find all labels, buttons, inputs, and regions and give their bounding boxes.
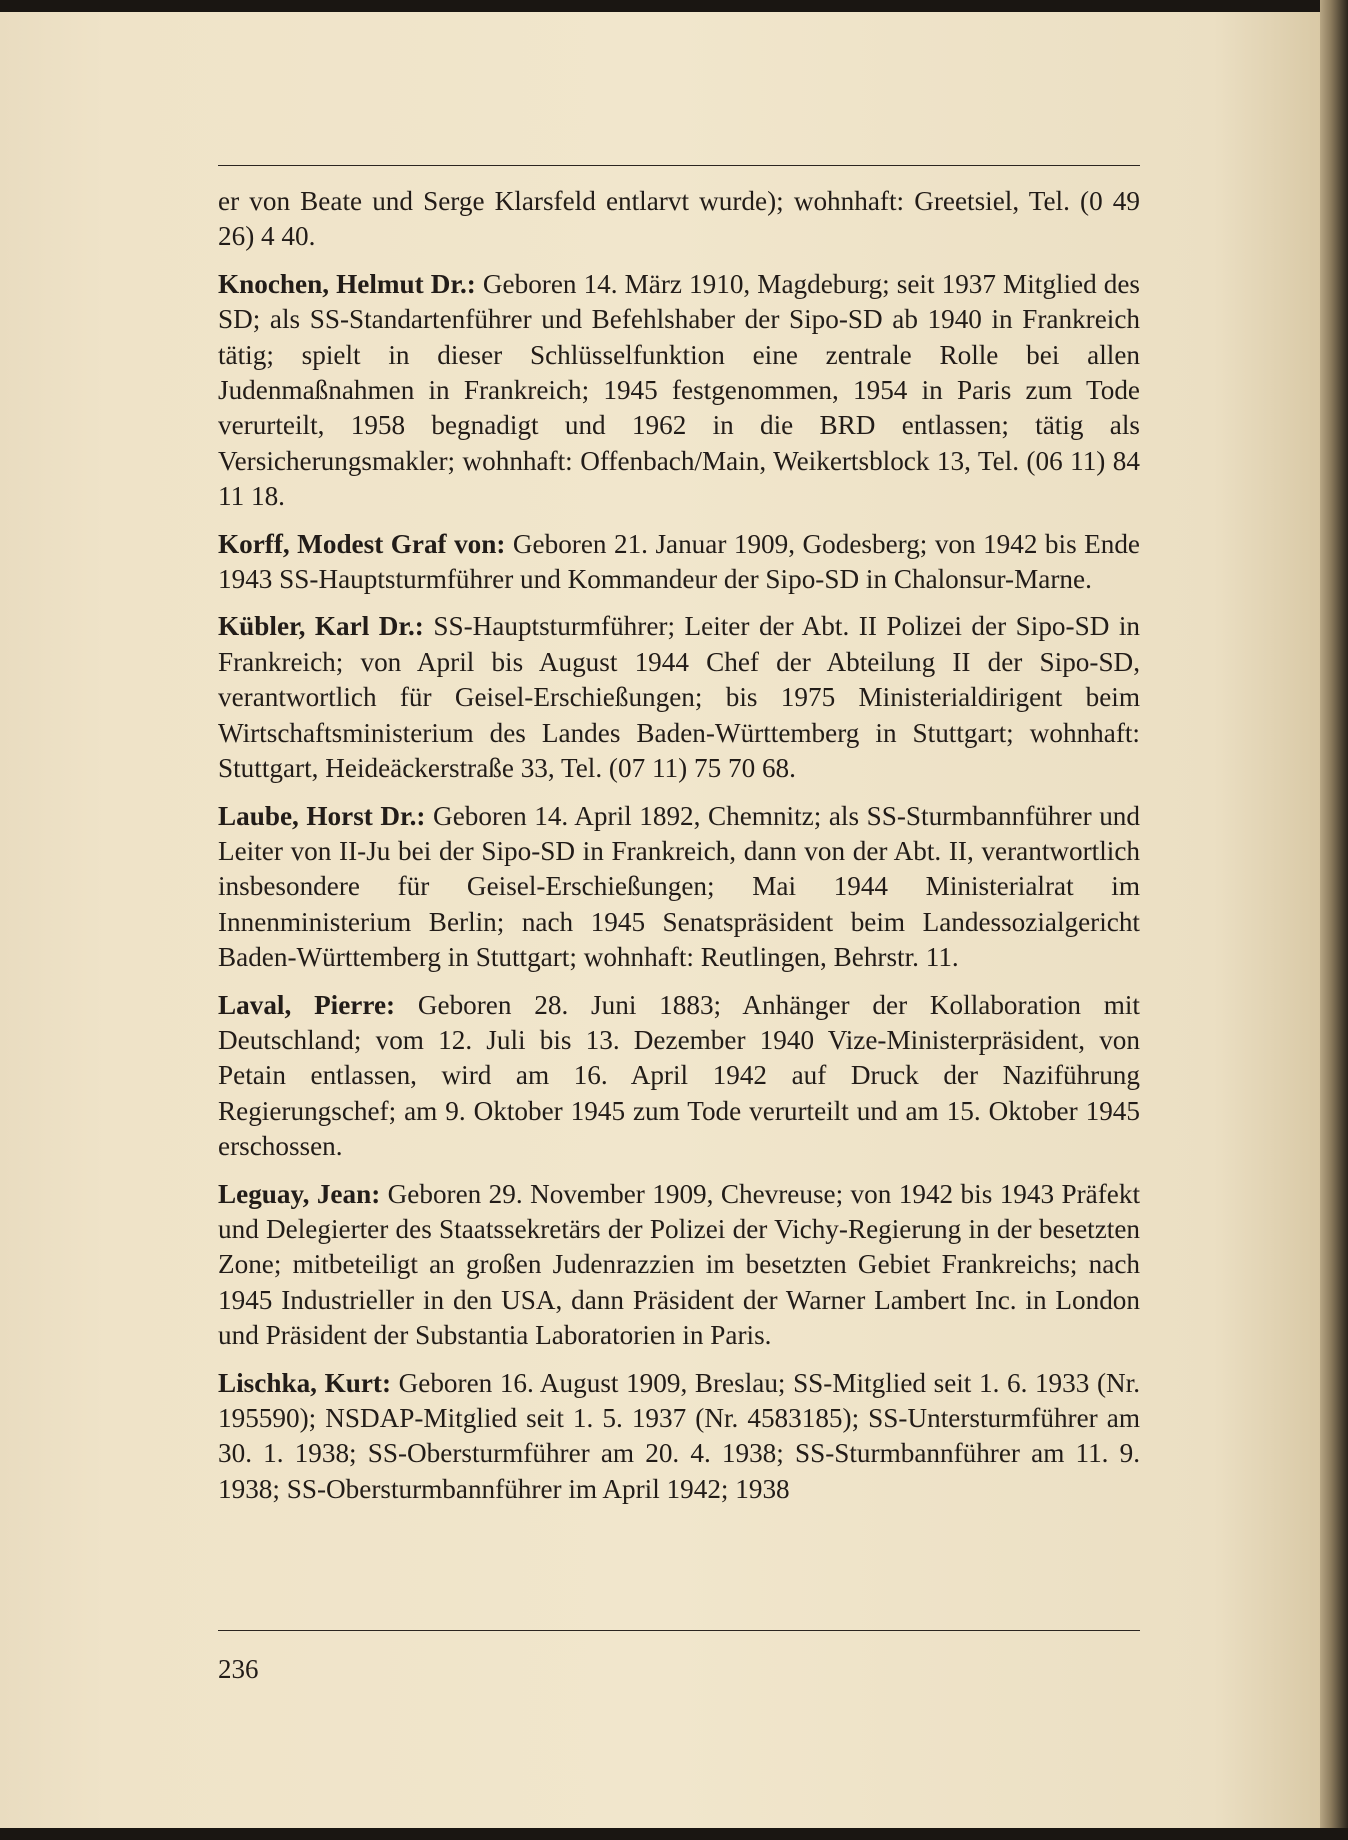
entry-kuebler: Kübler, Karl Dr.: SS-Hauptsturmführer; Leiter der Abt. II Polizei der Sipo-SD in Frankreich; von April bis August 1944 Chef der Abteilung II der Sipo-SD, verantwortlich für Geisel-Erschießungen; bis 1975 Ministerialdirigent beim Wirtschaftsministerium des Landes Baden-Württemberg in Stuttgart; wohnhaft: Stuttgart, Heideäckerstraße 33, Tel. (07 11) 75 70 68.	[218, 611, 1140, 784]
entry-laube: Laube, Horst Dr.: Geboren 14. April 1892, Chemnitz; als SS-Sturmbannführer und Leiter von II-Ju bei der Sipo-SD in Frankreich, dann von der Abt. II, verantwortlich insbesondere für Geisel-Erschießungen; Mai 1944 Ministerialrat im Innenministerium Berlin; nach 1945 Senatspräsident beim Landessozialgericht Baden-Württemberg in Stuttgart; wohnhaft: Reutlingen, Behrstr. 11.	[218, 800, 1140, 973]
entry-korff: Korff, Modest Graf von: Geboren 21. Januar 1909, Godesberg; von 1942 bis Ende 1943 SS-Hauptsturmführer und Kommandeur der Sipo-SD in Chalonsur-Marne.	[218, 528, 1140, 595]
page-number: 236	[218, 1654, 259, 1684]
entry-name: Laval, Pierre:	[218, 989, 396, 1020]
scan-border	[0, 1828, 1348, 1840]
entry-laval: Laval, Pierre: Geboren 28. Juni 1883; Anhänger der Kollaboration mit Deutschland; vom 12. Juli bis 13. Dezember 1940 Vize-Ministerpräsident, von Petain entlassen, wird am 16. April 1942 auf Druck der Naziführung Regierungschef; am 9. Oktober 1945 zum Tode verurteilt und am 15. Oktober 1945 erschossen.	[218, 989, 1140, 1162]
entry-name: Laube, Horst Dr.:	[218, 800, 426, 831]
entry-name: Knochen, Helmut Dr.:	[218, 268, 476, 299]
entry-name: Korff, Modest Graf von:	[218, 528, 506, 559]
entry-name: Lischka, Kurt:	[218, 1367, 392, 1398]
entry-name: Leguay, Jean:	[218, 1178, 381, 1209]
page-edge-shadow	[1320, 0, 1348, 1840]
entry-name: Kübler, Karl Dr.:	[218, 611, 424, 642]
entry-lischka: Lischka, Kurt: Geboren 16. August 1909, Breslau; SS-Mitglied seit 1. 6. 1933 (Nr. 195590); NSDAP-Mitglied seit 1. 5. 1937 (Nr. 4583185); SS-Untersturmführer am 30. 1. 1938; SS-Obersturmführer am 20. 4. 1938; SS-Sturmbannführer am 11. 9. 1938; SS-Obersturmbannführer im April 1942; 1938	[218, 1367, 1140, 1504]
top-rule	[218, 165, 1140, 166]
body-text	[218, 184, 1140, 1519]
entry-leguay: Leguay, Jean: Geboren 29. November 1909, Chevreuse; von 1942 bis 1943 Präfekt und Delegierter des Staatssekretärs der Polizei der Vichy-Regierung in der besetzten Zone; mitbeteiligt an großen Judenrazzien im besetzten Gebiet Frankreichs; nach 1945 Industrieller in den USA, dann Präsident der Warner Lambert Inc. in London und Präsident der Substantia Laboratorien in Paris.	[218, 1178, 1140, 1351]
bottom-rule	[218, 1630, 1140, 1631]
entry-knochen: Knochen, Helmut Dr.: Geboren 14. März 1910, Magdeburg; seit 1937 Mitglied des SD; als SS-Standartenführer und Befehlshaber der Sipo-SD ab 1940 in Frankreich tätig; spielt in dieser Schlüsselfunktion eine zentrale Rolle bei allen Judenmaßnahmen in Frankreich; 1945 festgenommen, 1954 in Paris zum Tode verurteilt, 1958 begnadigt und 1962 in die BRD entlassen; tätig als Versicherungsmakler; wohnhaft: Offenbach/Main, Weikertsblock 13, Tel. (06 11) 84 11 18.	[218, 268, 1140, 512]
entry-0: er von Beate und Serge Klarsfeld entlarvt wurde); wohnhaft: Greetsiel, Tel. (0 49 26) 4 40.	[218, 186, 1140, 252]
